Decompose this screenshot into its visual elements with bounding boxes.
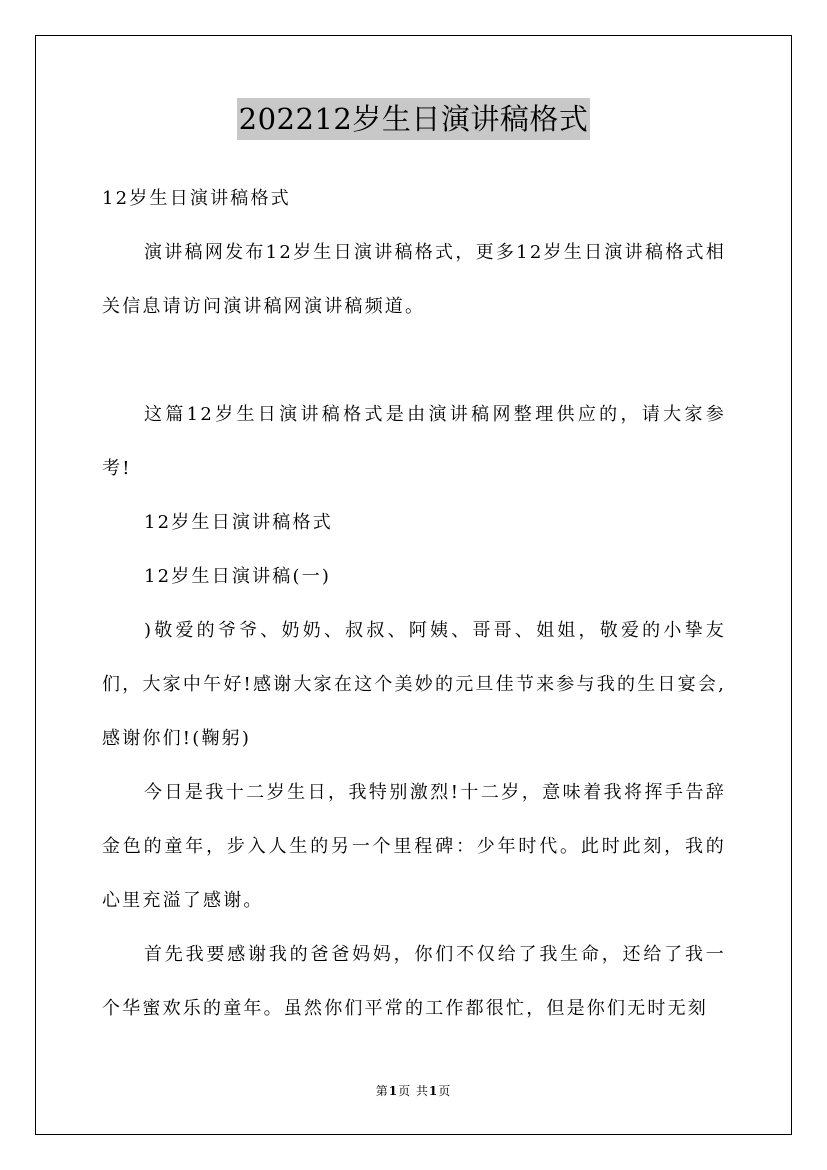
page-number: 1 [388, 1084, 399, 1098]
paragraph-heading: 12岁生日演讲稿格式 [102, 188, 291, 209]
paragraph: 演讲稿网发布12岁生日演讲稿格式，更多12岁生日演讲稿格式相关信息请访问演讲稿网演讲稿频道。 [102, 242, 726, 317]
paragraph: 12岁生日演讲稿(一) [144, 566, 332, 587]
document-title: 202212岁生日演讲稿格式 [237, 98, 591, 140]
title-container [0, 98, 827, 140]
paragraph: 今日是我十二岁生日，我特别激烈!十二岁，意味着我将挥手告辞金色的童年，步入人生的另一个里程碑：少年时代。此时此刻，我的心里充溢了感谢。 [102, 782, 726, 911]
page-footer [0, 1083, 827, 1099]
footer-suffix: 页 [438, 1084, 452, 1098]
footer-mid: 页 共 [398, 1084, 429, 1098]
footer-prefix: 第 [375, 1084, 389, 1098]
paragraph: 这篇12岁生日演讲稿格式是由演讲稿网整理供应的，请大家参考! [102, 404, 726, 479]
paragraph-gap [102, 334, 726, 388]
paragraph: 首先我要感谢我的爸爸妈妈，你们不仅给了我生命，还给了我一个华蜜欢乐的童年。虽然你们平常的工作都很忙，但是你们无时无刻 [102, 944, 726, 1019]
paragraph: )敬爱的爷爷、奶奶、叔叔、阿姨、哥哥、姐姐，敬爱的小挚友们，大家中午好!感谢大家在这个美妙的元旦佳节来参与我的生日宴会,感谢你们!(鞠躬) [102, 620, 726, 749]
paragraph: 12岁生日演讲稿格式 [144, 512, 333, 533]
document-body [102, 172, 726, 1036]
page-total: 1 [428, 1084, 439, 1098]
